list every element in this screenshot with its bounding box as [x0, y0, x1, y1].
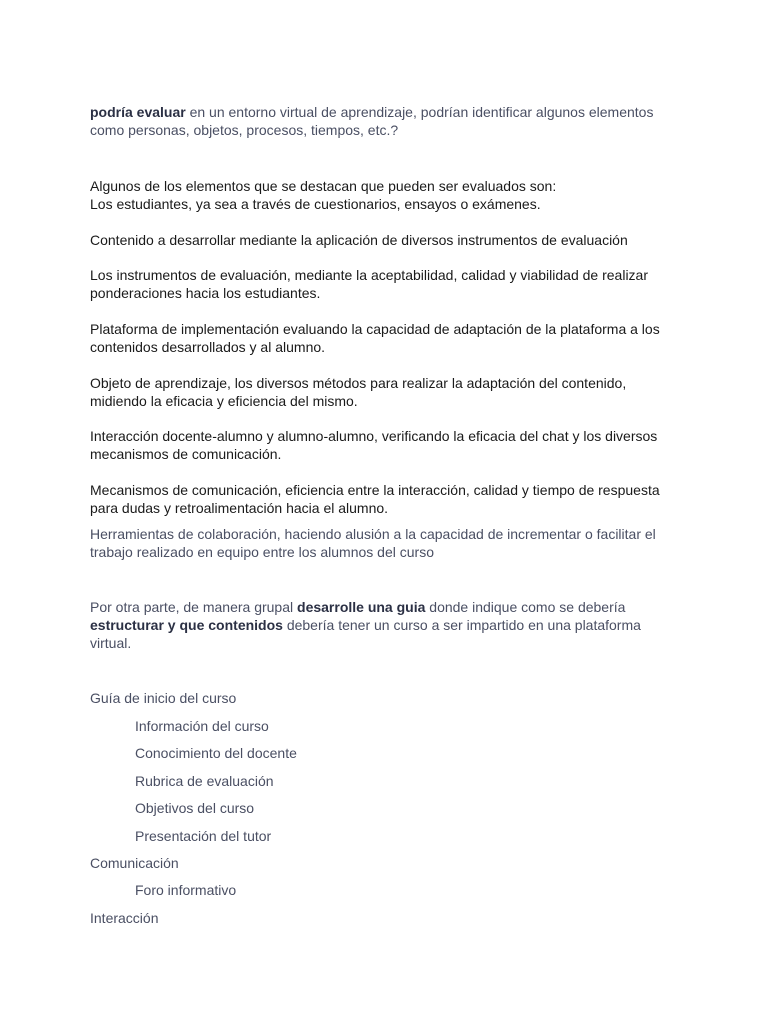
question2-bold1: desarrolle una guia [297, 599, 426, 615]
guide-section-interaction: Interacción [90, 910, 159, 926]
element-students: Los estudiantes, ya sea a través de cuestionarios, ensayos o exámenes. [90, 196, 541, 212]
guide-item: Conocimiento del docente [135, 745, 297, 761]
question2-part3: debería tener un curso a ser impartido en una plataforma virtual. [90, 617, 641, 651]
guide-item: Objetivos del curso [135, 800, 255, 816]
guide-item: Presentación del tutor [135, 828, 272, 844]
guide-item: Foro informativo [135, 882, 237, 898]
element-content: Contenido a desarrollar mediante la aplicación de diversos instrumentos de evaluación [90, 232, 628, 248]
element-platform: Plataforma de implementación evaluando la capacidad de adaptación de la plataforma a los contenidos desarrollados y al alumno. [90, 321, 660, 355]
guide-section-communication: Comunicación [90, 855, 179, 871]
intro-bold: podría evaluar [90, 104, 186, 120]
element-mechanisms: Mecanismos de comunicación, eficiencia entre la interacción, calidad y tiempo de respuesta para dudas y retroalimentación hacia el alumno. [90, 482, 660, 516]
elements-heading: Algunos de los elementos que se destacan que pueden ser evaluados son: [90, 178, 557, 194]
guide-item: Información del curso [135, 718, 269, 734]
guide-item: Rubrica de evaluación [135, 773, 274, 789]
question2-paragraph [90, 598, 680, 652]
intro-paragraph [90, 103, 680, 139]
element-object: Objeto de aprendizaje, los diversos métodos para realizar la adaptación del contenido, midiendo la eficacia y eficiencia del mismo. [90, 375, 627, 409]
element-tools: Herramientas de colaboración, haciendo alusión a la capacidad de incrementar o facilitar el trabajo realizado en equipo entre los alumnos del curso [90, 526, 656, 560]
guide-section-start: Guía de inicio del curso [90, 690, 237, 706]
question2-bold2: estructurar y que contenidos [90, 617, 283, 633]
element-interaction: Interacción docente-alumno y alumno-alumno, verificando la eficacia del chat y los diversos mecanismos de comunicación. [90, 428, 658, 462]
question2-part1: Por otra parte, de manera grupal [90, 599, 298, 615]
question2-part2: donde indique como se debería [425, 599, 626, 615]
element-instruments: Los instrumentos de evaluación, mediante la aceptabilidad, calidad y viabilidad de realizar ponderaciones hacia los estudiantes. [90, 267, 649, 301]
intro-text: en un entorno virtual de aprendizaje, podrían identificar algunos elementos como personas, objetos, procesos, tiempos, etc.? [90, 104, 654, 138]
